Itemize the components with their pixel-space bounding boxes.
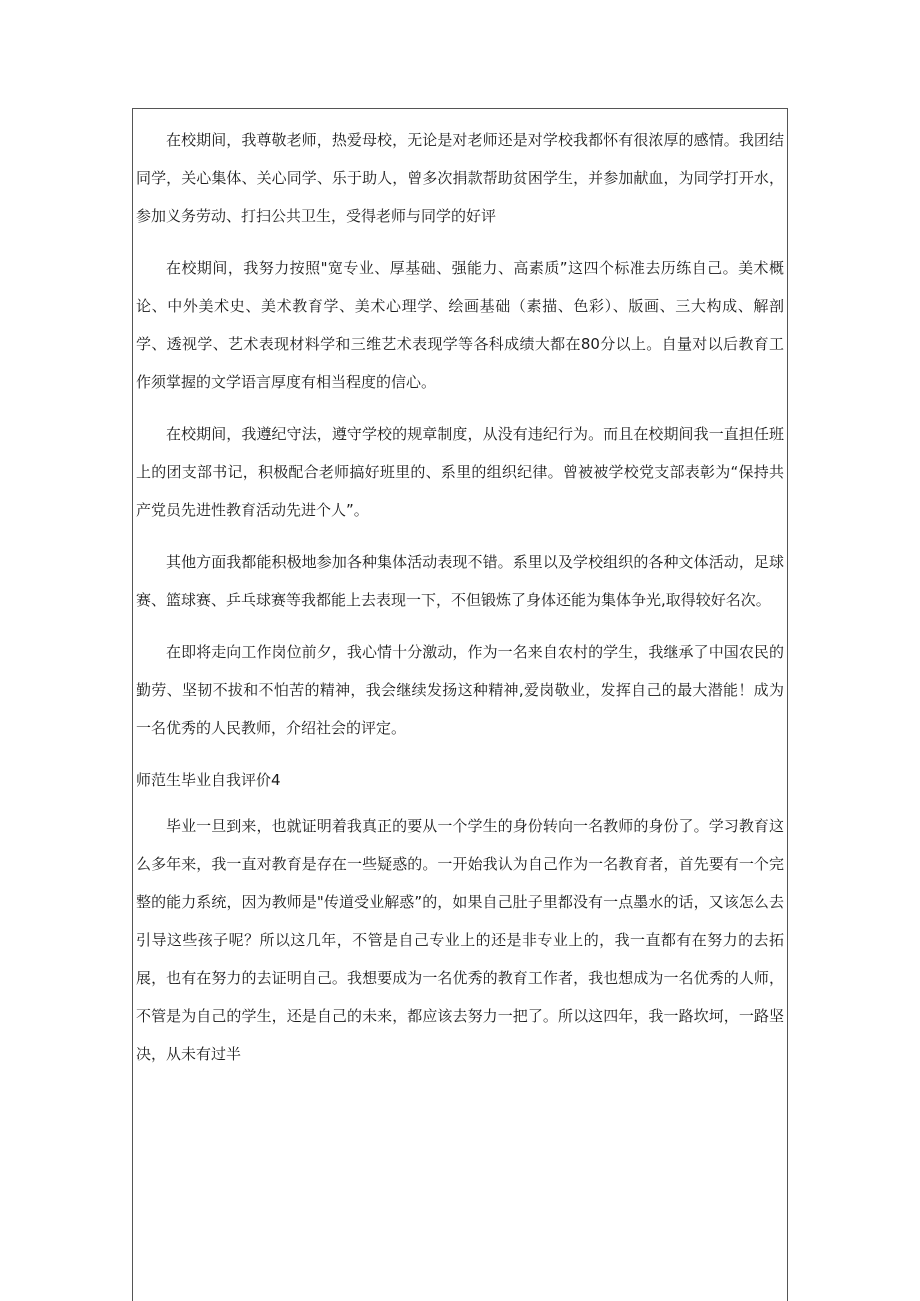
section-heading: 师范生毕业自我评价4 — [136, 771, 281, 789]
paragraph-graduation: 毕业一旦到来，也就证明着我真正的要从一个学生的身份转向一名教师的身份了。学习教育这么多年来，我一直对教育是存在一些疑惑的。一开始我认为自己作为一名教育者，首先要有一个完整的能力系统，因为教师是"传道受业解惑”的，如果自己肚子里都没有一点墨水的话，又该怎么去引导这些孩子呢？所以这几年，不管是自己专业上的还是非专业上的，我一直都有在努力的去拓展，也有在努力的去证明自己。我想要成为一名优秀的教育工作者，我也想成为一名优秀的人师，不管是为自己的学生，还是自己的未来，都应该去努力一把了。所以这四年，我一路坎坷，一路坚决，从未有过半 — [136, 817, 784, 1063]
document-page-frame — [132, 108, 788, 1301]
paragraph-discipline: 在校期间，我遵纪守法，遵守学校的规章制度，从没有违纪行为。而且在校期间我一直担任班上的团支部书记，积极配合老师搞好班里的、系里的组织纪律。曾被被学校党支部表彰为“保持共产党员先进性教育活动先进个人”。 — [136, 425, 784, 519]
paragraph-activities: 其他方面我都能积极地参加各种集体活动表现不错。系里以及学校组织的各种文体活动，足球赛、篮球赛、乒乓球赛等我都能上去表现一下，不但锻炼了身体还能为集体争光,取得较好名次。 — [136, 553, 784, 609]
paragraph-respect-teachers: 在校期间，我尊敬老师，热爱母校，无论是对老师还是对学校我都怀有很浓厚的感情。我团结同学，关心集体、关心同学、乐于助人，曾多次捐款帮助贫困学生，并参加献血，为同学打开水，参加义务劳动、打扫公共卫生，受得老师与同学的好评 — [136, 131, 784, 225]
document-body — [136, 121, 784, 1087]
paragraph-career-outlook: 在即将走向工作岗位前夕，我心情十分激动，作为一名来自农村的学生，我继承了中国农民的勤劳、坚韧不拔和不怕苦的精神，我会继续发扬这种精神,爱岗敬业，发挥自己的最大潜能！成为一名优秀的人民教师，介绍社会的评定。 — [136, 643, 784, 737]
paragraph-study-standards: 在校期间，我努力按照"宽专业、厚基础、强能力、高素质”这四个标准去历练自己。美术概论、中外美术史、美术教育学、美术心理学、绘画基础（素描、色彩）、版画、三大构成、解剖学、透视学、艺术表现材料学和三维艺术表现学等各科成绩大都在80分以上。自量对以后教育工作须掌握的文学语言厚度有相当程度的信心。 — [136, 259, 784, 391]
